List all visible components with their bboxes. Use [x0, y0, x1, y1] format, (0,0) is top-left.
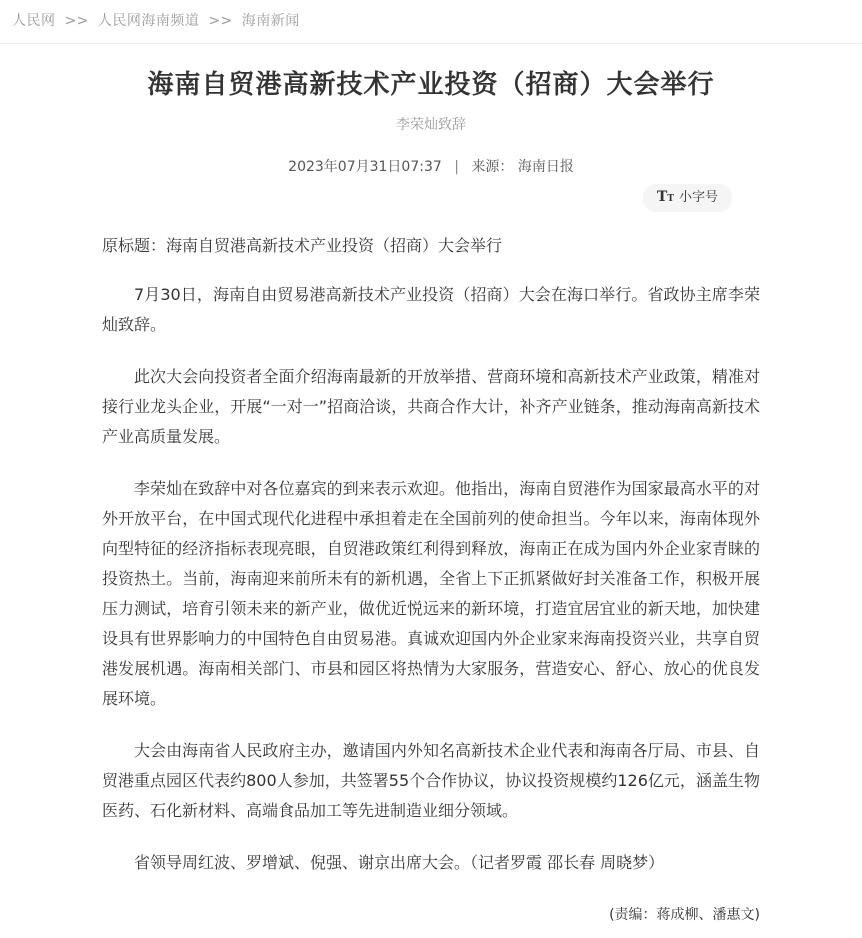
breadcrumb-link-hainan-channel[interactable]: 人民网海南频道 [97, 13, 200, 29]
font-size-label: 小字号 [678, 190, 718, 205]
article-body [102, 280, 760, 878]
breadcrumb-separator: >> [208, 13, 233, 29]
editor-note: (责编：蒋成柳、潘惠文) [609, 907, 760, 923]
article-subtitle: 李荣灿致辞 [396, 117, 466, 133]
article-meta [102, 156, 760, 176]
font-size-icon: TT [656, 189, 674, 205]
original-title-text: 海南自贸港高新技术产业投资（招商）大会举行 [166, 236, 503, 255]
article-title: 海南自贸港高新技术产业投资（招商）大会举行 [147, 70, 715, 100]
article-paragraph: 省领导周红波、罗增斌、倪强、谢京出席大会。（记者罗霞 邵长春 周晓梦） [134, 853, 665, 872]
article-paragraph: 7月30日，海南自由贸易港高新技术产业投资（招商）大会在海口举行。省政协主席李荣灿致辞。 [102, 285, 760, 334]
publish-date: 2023年07月31日07:37 [288, 159, 442, 175]
original-title-line [102, 234, 760, 258]
source-label: 来源： [471, 159, 514, 175]
breadcrumb [0, 0, 862, 44]
article-paragraph: 李荣灿在致辞中对各位嘉宾的到来表示欢迎。他指出，海南自贸港作为国家最高水平的对外开放平台，在中国式现代化进程中承担着走在全国前列的使命担当。今年以来，海南体现外向型特征的经济指标表现亮眼，自贸港政策红利得到释放，海南正在成为国内外企业家青睐的投资热土。当前，海南迎来前所未有的新机遇，全省上下正抓紧做好封关准备工作，积极开展压力测试，培育引领未来的新产业，做优近悦远来的新环境，打造宜居宜业的新天地，加快建设具有世界影响力的中国特色自由贸易港。真诚欢迎国内外企业家来海南投资兴业，共享自贸港发展机遇。海南相关部门、市县和园区将热情为大家服务，营造安心、舒心、放心的优良发展环境。 [102, 479, 760, 708]
article-container [102, 44, 760, 938]
meta-divider: | [454, 159, 459, 175]
original-title-label: 原标题： [102, 236, 167, 255]
article-toolbar [102, 184, 760, 212]
breadcrumb-link-hainan-news[interactable]: 海南新闻 [241, 13, 300, 29]
font-size-button[interactable] [643, 184, 732, 212]
breadcrumb-separator: >> [64, 13, 89, 29]
article-paragraph: 此次大会向投资者全面介绍海南最新的开放举措、营商环境和高新技术产业政策，精准对接行业龙头企业，开展“一对一”招商洽谈，共商合作大计，补齐产业链条，推动海南高新技术产业高质量发展。 [102, 367, 760, 446]
article-paragraph: 大会由海南省人民政府主办，邀请国内外知名高新技术企业代表和海南各厅局、市县、自贸港重点园区代表约800人参加，共签署55个合作协议，协议投资规模约126亿元，涵盖生物医药、石化新材料、高端食品加工等先进制造业细分领域。 [102, 741, 760, 820]
source-name: 海南日报 [517, 159, 574, 175]
breadcrumb-link-peoples-daily[interactable]: 人民网 [12, 13, 56, 29]
